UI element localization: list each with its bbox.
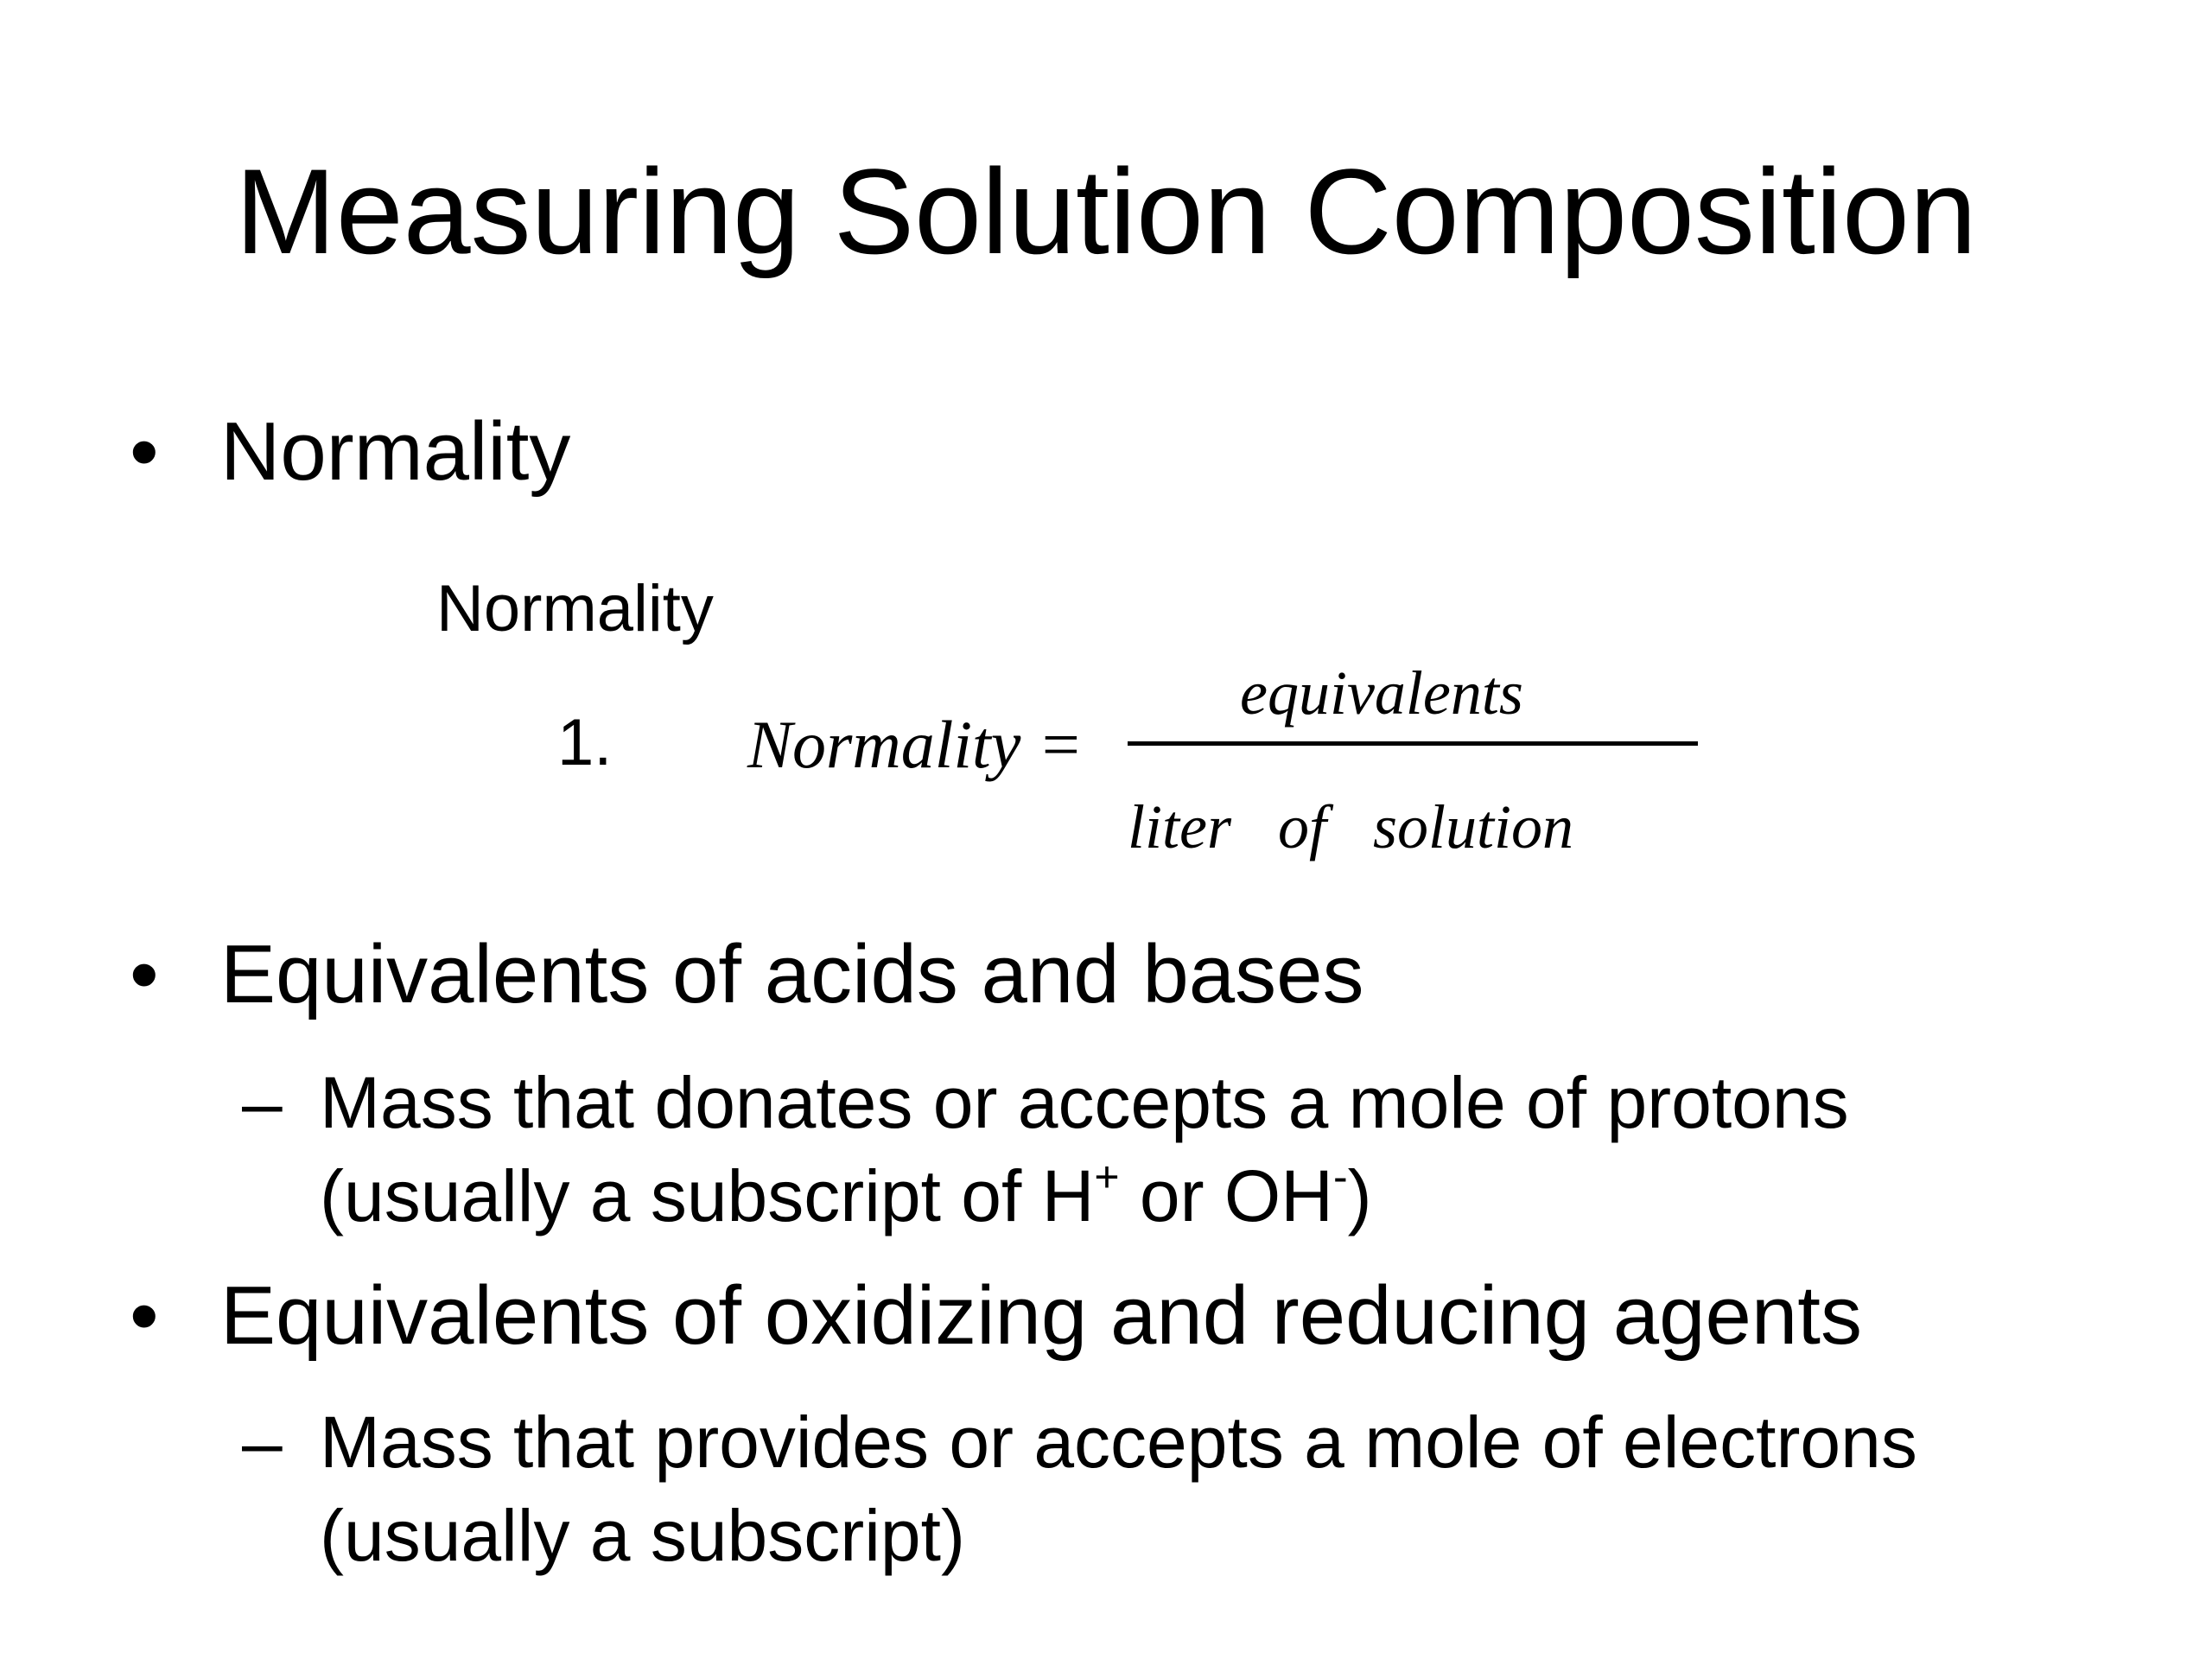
- subbullet-line: (usually a subscript): [320, 1495, 965, 1576]
- dash-icon: –: [242, 1062, 283, 1143]
- subbullet-line: Mass that provides or accepts a mole of electrons: [320, 1402, 1917, 1483]
- bullet-text: Equivalents of acids and bases: [220, 928, 1364, 1020]
- fraction-bar: [1128, 741, 1698, 746]
- bullet-dot-icon: •: [130, 405, 159, 498]
- normality-formula-image: [436, 570, 1732, 899]
- bullet-text: Equivalents of oxidizing and reducing agents: [220, 1269, 1862, 1362]
- subbullet-line: [320, 1149, 1372, 1253]
- superscript-plus: +: [1094, 1153, 1120, 1201]
- formula-numerator: equivalents: [1240, 658, 1523, 728]
- dash-icon: –: [242, 1402, 283, 1483]
- subbullet-line: Mass that donates or accepts a mole of protons: [320, 1062, 1849, 1143]
- slide-title: Measuring Solution Composition: [235, 143, 1977, 279]
- subbullet-text: or OH: [1119, 1155, 1333, 1236]
- bullet-text: Normality: [220, 405, 571, 498]
- formula-heading: Normality: [436, 572, 714, 645]
- bullet-dot-icon: •: [130, 928, 159, 1020]
- subbullet-text: ): [1347, 1155, 1372, 1236]
- formula-number: 1.: [557, 706, 613, 779]
- superscript-minus: -: [1332, 1153, 1348, 1201]
- bullet-dot-icon: •: [130, 1269, 159, 1362]
- formula-lhs: Normality =: [747, 707, 1084, 782]
- subbullet-text: (usually a subscript of H: [320, 1155, 1095, 1236]
- formula-denominator: liter of solution: [1128, 792, 1574, 861]
